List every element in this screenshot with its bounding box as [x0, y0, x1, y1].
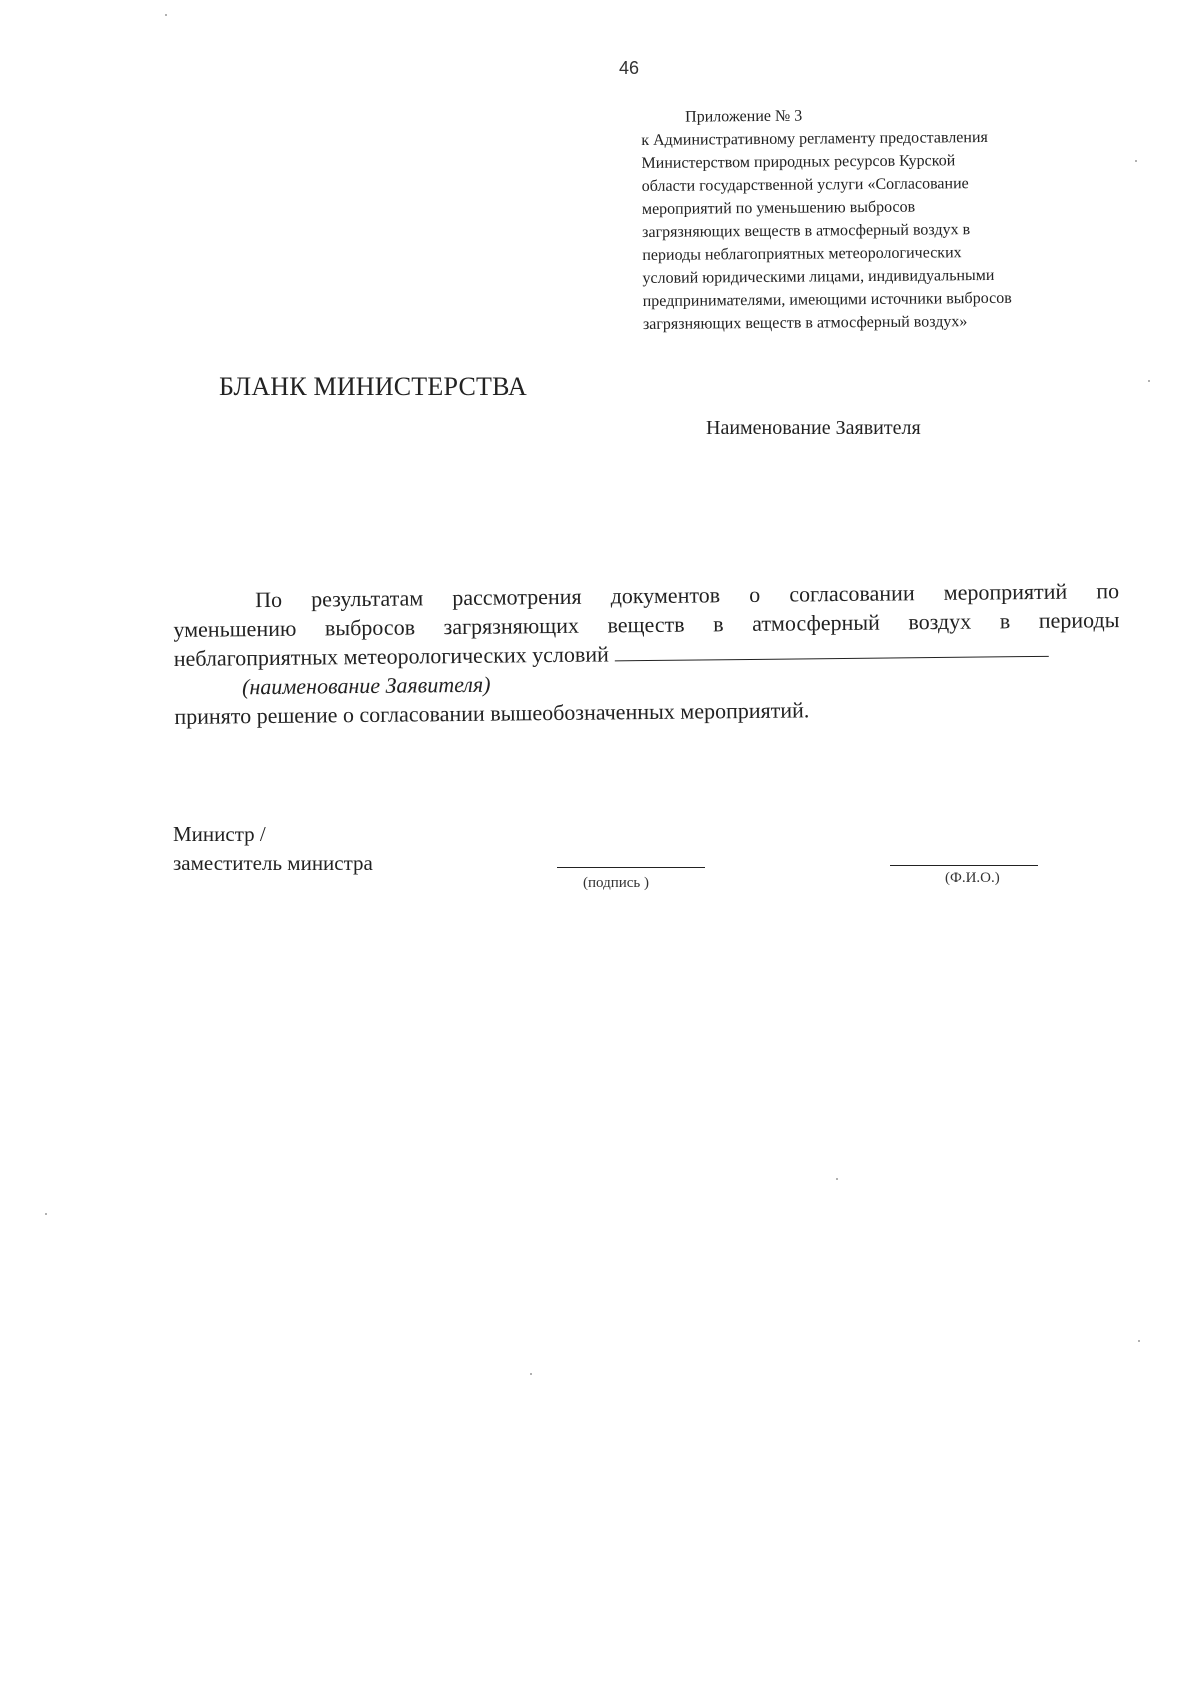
appendix-line: загрязняющих веществ в атмосферный воздух»	[642, 313, 968, 333]
scan-speck	[1148, 380, 1150, 382]
appendix-block	[641, 102, 1123, 336]
paragraph-line: принято решение о согласовании вышеобозначенных мероприятий.	[174, 697, 810, 729]
scan-speck	[165, 14, 167, 16]
appendix-line: периоды неблагоприятных метеорологических	[642, 244, 962, 264]
appendix-line: Приложение № 3	[685, 107, 803, 126]
role-line: Министр /	[173, 822, 266, 846]
full-name-label: (Ф.И.О.)	[945, 870, 1000, 886]
scan-speck	[836, 1178, 838, 1180]
paragraph-line: неблагоприятных метеорологических условий	[173, 641, 609, 671]
paragraph-line: По результатам рассмотрения документов о согласовании мероприятий по	[255, 578, 1120, 613]
scan-speck	[530, 1373, 532, 1375]
role-line: заместитель министра	[173, 851, 373, 875]
signatory-role	[173, 820, 373, 878]
appendix-line: к Административному регламенту предоставления	[641, 128, 988, 149]
appendix-line: Министерством природных ресурсов Курской	[641, 152, 956, 172]
appendix-line: загрязняющих веществ в атмосферный воздух в	[642, 221, 971, 241]
applicant-name-heading: Наименование Заявителя	[706, 417, 921, 439]
signature-line	[557, 867, 705, 868]
applicant-note: (наименование Заявителя)	[241, 671, 491, 700]
appendix-line: области государственной услуги «Согласование	[641, 175, 969, 195]
appendix-line: предпринимателями, имеющими источники выбросов	[642, 289, 1012, 310]
scan-speck	[45, 1213, 47, 1215]
applicant-blank-line	[615, 638, 1049, 662]
paragraph-line: уменьшению выбросов загрязняющих веществ в атмосферный воздух в периоды	[173, 607, 1120, 642]
ministry-blank-title: БЛАНК МИНИСТЕРСТВА	[219, 372, 527, 401]
appendix-line: мероприятий по уменьшению выбросов	[641, 198, 916, 218]
full-name-line	[890, 865, 1038, 866]
scan-speck	[1135, 160, 1137, 162]
appendix-line: условий юридическими лицами, индивидуальными	[642, 266, 995, 287]
signature-label: (подпись )	[583, 875, 650, 891]
scan-speck	[1138, 1340, 1140, 1342]
decision-paragraph	[173, 576, 1120, 731]
page-number: 46	[619, 58, 640, 78]
